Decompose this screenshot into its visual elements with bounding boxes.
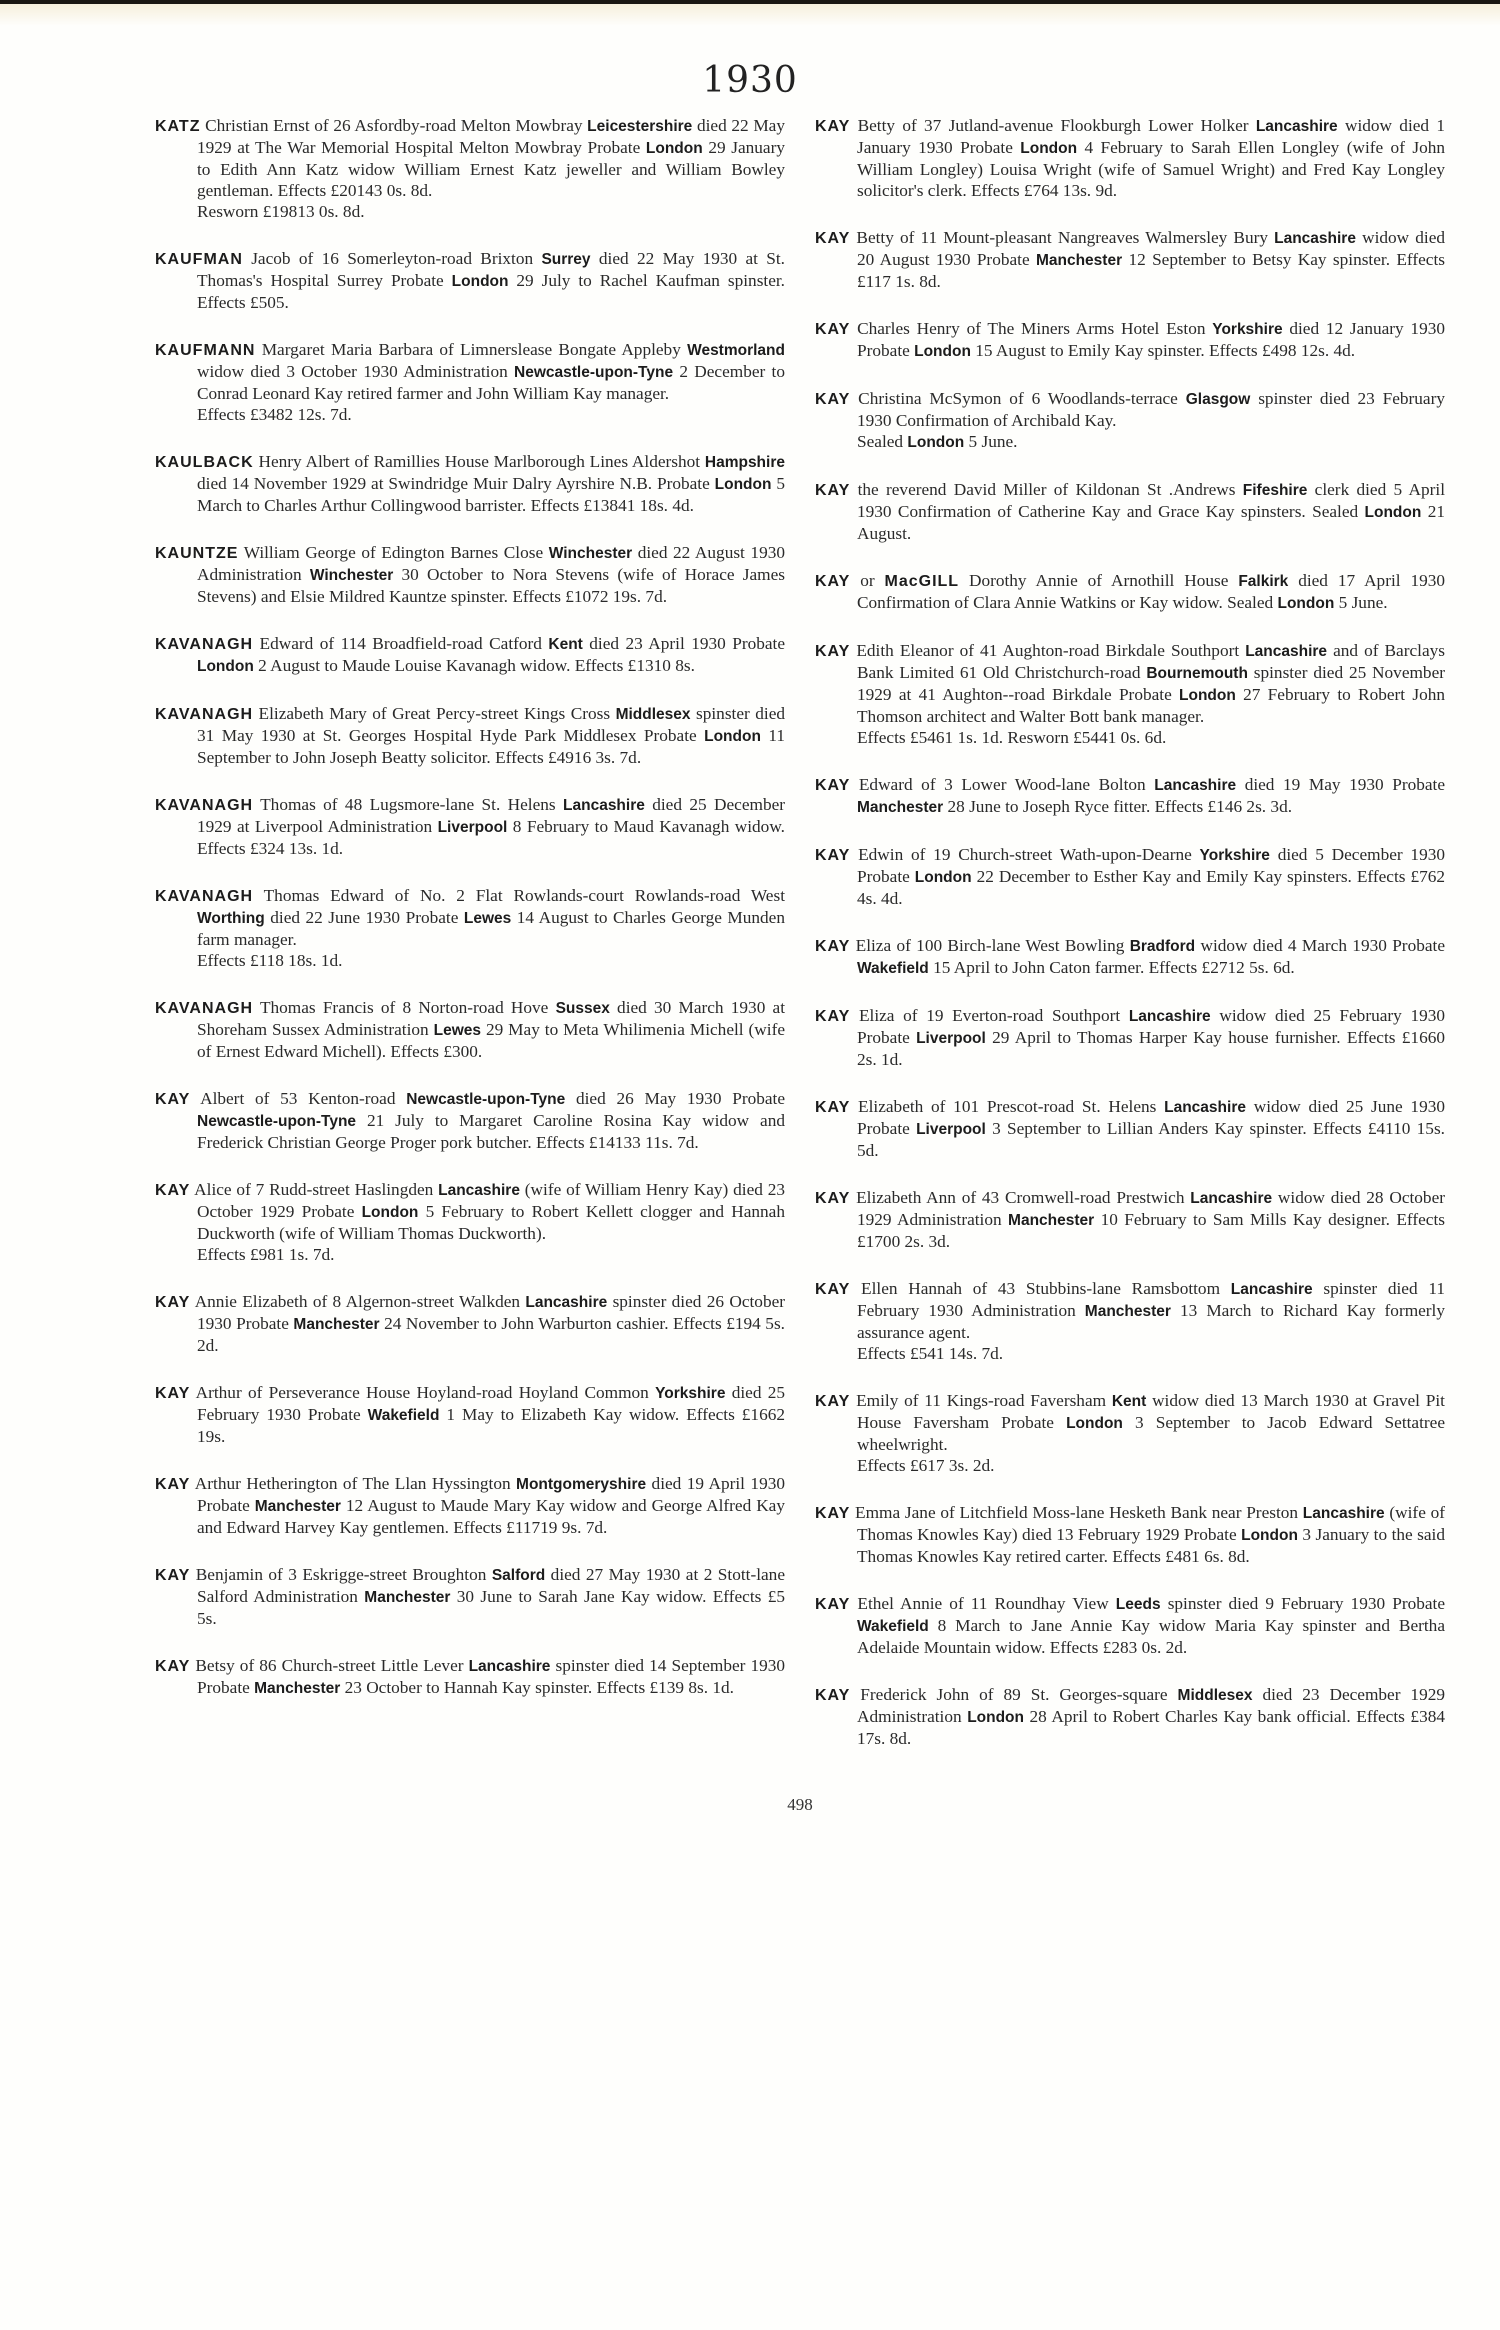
probate-entry [155, 115, 785, 222]
entry-surname: KAY [155, 1567, 191, 1584]
entry-place: Winchester [548, 545, 633, 562]
entry-place: London [361, 1204, 419, 1221]
entry-surname: KAY [815, 482, 851, 499]
entry-text: Betty of 11 Mount-pleasant Nangreaves Walmersley Bury [850, 228, 1275, 247]
entry-text: Dorothy Annie of Arnothill House [959, 571, 1239, 590]
entry-surname: KAY [815, 1687, 851, 1704]
entry-text: 3 September to Jacob Edward Settatree wheelwright. [857, 1413, 1446, 1454]
entry-text: 23 October to Hannah Kay spinster. Effects £139 8s. 1d. [340, 1678, 734, 1697]
entry-place: Lancashire [1164, 1099, 1246, 1116]
columns [155, 115, 1445, 1775]
entry-place: London [714, 476, 772, 493]
entry-text: 11 September to John Joseph Beatty solicitor. Effects £4916 3s. 7d. [197, 726, 785, 767]
entry-surname: KAVANAGH [155, 636, 254, 653]
probate-entry [155, 1291, 785, 1356]
entry-text: died 22 June 1930 Probate [264, 908, 464, 927]
entry-surname: MacGILL [884, 573, 960, 590]
left-column [155, 115, 785, 1725]
entry-text: 29 May to Meta Whilimenia Michell (wife of Ernest Edward Michell). Effects £300. [197, 1020, 785, 1061]
entry-place: Newcastle-upon-Tyne [197, 1113, 357, 1130]
entry-place: Montgomeryshire [516, 1476, 647, 1493]
entry-place: Lewes [463, 910, 512, 927]
entry-text: spinster died 23 February 1930 Confirmation of Archibald Kay. [857, 389, 1445, 430]
entry-surname: KAY [815, 1008, 851, 1025]
entry-text: died 22 August 1930 Administration [197, 543, 785, 584]
entry-place: Lancashire [1255, 118, 1338, 135]
entry-text: spinster died 9 February 1930 Probate [1160, 1594, 1445, 1613]
entry-text: Benjamin of 3 Eskrigge-street Broughton [190, 1565, 492, 1584]
entry-place: Lancashire [1302, 1505, 1385, 1522]
entry-text: 3 January to the said Thomas Knowles Kay retired carter. Effects £481 6s. 8d. [857, 1525, 1445, 1566]
entry-place: London [1241, 1527, 1298, 1544]
right-column [815, 115, 1445, 1775]
entry-text: Eliza of 19 Everton-road Southport [850, 1006, 1129, 1025]
entry-text: died 14 November 1929 at Swindridge Muir Dalry Ayrshire N.B. Probate [197, 474, 715, 493]
entry-text: died 30 March 1930 at Shoreham Sussex Administration [197, 998, 785, 1039]
entry-place: Manchester [254, 1498, 341, 1515]
entry-text: 8 February to Maud Kavanagh widow. Effects £324 13s. 1d. [197, 817, 786, 858]
entry-place: Lancashire [1245, 643, 1328, 660]
entry-place: London [914, 869, 972, 886]
entry-place: Manchester [254, 1680, 341, 1697]
entry-text: 5 March to Charles Arthur Collingwood barrister. Effects £13841 18s. 4d. [197, 474, 785, 515]
entry-text: 27 February to Robert John Thomson architect and Walter Bott bank manager. [857, 685, 1445, 726]
entry-surname: KAY [815, 777, 851, 794]
entry-text: Edith Eleanor of 41 Aughton-road Birkdale Southport [850, 641, 1246, 660]
entry-text: spinster died 31 May 1930 at St. Georges Hospital Hyde Park Middlesex Probate [197, 704, 786, 745]
entry-place: Middlesex [1177, 1687, 1253, 1704]
entry-text: widow died 20 August 1930 Probate [857, 228, 1445, 269]
entry-text: Edward of 3 Lower Wood-lane Bolton [850, 775, 1155, 794]
entry-text: died 12 January 1930 Probate [857, 319, 1445, 360]
entry-text: died 23 December 1929 Administration [857, 1685, 1445, 1726]
entry-place: Middlesex [615, 706, 691, 723]
entry-place: London [1179, 687, 1236, 704]
entry-text: widow died 25 June 1930 Probate [857, 1097, 1445, 1138]
probate-entry [815, 1684, 1445, 1749]
entry-place: Manchester [1008, 1212, 1095, 1229]
entry-place: Newcastle-upon-Tyne [406, 1091, 566, 1108]
entry-surname: KAUFMAN [155, 251, 243, 268]
entry-text: Christian Ernst of 26 Asfordby-road Melton Mowbray [200, 116, 588, 135]
entry-text: widow died 28 October 1929 Administration [857, 1188, 1445, 1229]
entry-text: died 22 May 1929 at The War Memorial Hospital Melton Mowbray Probate [197, 116, 785, 157]
probate-entry [155, 339, 785, 425]
entry-surname: KAY [815, 1393, 851, 1410]
entry-text-newline: Effects £118 18s. 1d. [197, 951, 343, 970]
entry-surname: KAUFMANN [155, 342, 256, 359]
entry-text: 21 August. [857, 502, 1445, 543]
probate-entry [155, 633, 785, 677]
entry-place: Westmorland [687, 342, 785, 359]
entry-place: Fifeshire [1242, 482, 1308, 499]
probate-entry [815, 935, 1445, 979]
entry-text: died 5 December 1930 Probate [857, 845, 1445, 886]
entry-text: Thomas of 48 Lugsmore-lane St. Helens [253, 795, 564, 814]
entry-text: 30 June to Sarah Jane Kay widow. Effects £5 5s. [197, 1587, 785, 1628]
entry-place: Liverpool [916, 1121, 986, 1138]
entry-text: died 19 April 1930 Probate [197, 1474, 785, 1515]
probate-entry [155, 1088, 785, 1153]
probate-entry [815, 1593, 1445, 1658]
entry-surname: KAY [155, 1476, 191, 1493]
entry-text: 4 February to Sarah Ellen Longley (wife of John William Longley) Louisa Wright (wife of Samuel Wright) and Fred Kay Longley solicitor's clerk. Effects £764 13s. 9d. [857, 138, 1445, 200]
entry-surname: KAULBACK [155, 454, 254, 471]
probate-entry [155, 248, 785, 313]
entry-text: widow died 13 March 1930 at Gravel Pit House Faversham Probate [857, 1391, 1445, 1432]
probate-entry [815, 1187, 1445, 1252]
entry-text: or [850, 571, 885, 590]
entry-text-newline: Effects £617 3s. 2d. [857, 1456, 995, 1475]
entry-place: Yorkshire [655, 1385, 726, 1402]
entry-surname: KAY [815, 118, 851, 135]
entry-text: Margaret Maria Barbara of Limnerslease Bongate Appleby [255, 340, 688, 359]
entry-text-newline: Effects £5461 1s. 1d. Resworn £5441 0s. 6d. [857, 728, 1167, 747]
probate-entry [155, 1655, 785, 1699]
entry-place: Wakefield [857, 960, 929, 977]
entry-text: 29 July to Rachel Kaufman spinster. Effects £505. [197, 271, 786, 312]
entry-text: died 19 May 1930 Probate [1236, 775, 1445, 794]
entry-place: Newcastle-upon-Tyne [514, 364, 674, 381]
entry-text: 3 September to Lillian Anders Kay spinster. Effects £4110 15s. 5d. [857, 1119, 1445, 1160]
entry-surname: KAY [815, 847, 851, 864]
entry-text: 15 August to Emily Kay spinster. Effects £498 12s. 4d. [970, 341, 1356, 360]
entry-place: Lewes [433, 1022, 481, 1039]
entry-text: Albert of 53 Kenton-road [190, 1089, 407, 1108]
entry-text: died 23 April 1930 Probate [582, 634, 785, 653]
entry-text: 14 August to Charles George Munden farm manager. [197, 908, 785, 949]
entry-surname: KAY [815, 1281, 851, 1298]
entry-text: Elizabeth Mary of Great Percy-street Kings Cross [253, 704, 616, 723]
probate-entry [815, 640, 1445, 748]
entry-place: Kent [548, 636, 583, 653]
entry-text: Christina McSymon of 6 Woodlands-terrace [850, 389, 1186, 408]
page-number: 498 [787, 1795, 813, 1814]
entry-place: London [914, 343, 971, 360]
entry-place: London [645, 140, 703, 157]
entry-text-newline: Resworn £19813 0s. 8d. [197, 202, 365, 221]
entry-text: 29 January to Edith Ann Katz widow William Ernest Katz jeweller and William Bowley gentleman. Effects £20143 0s. 8d. [197, 138, 785, 200]
entry-text: Alice of 7 Rudd-street Haslingden [190, 1180, 439, 1199]
entry-place: Manchester [1035, 252, 1123, 269]
entry-place: London [197, 658, 254, 675]
entry-text: (wife of William Henry Kay) died 23 October 1929 Probate [197, 1180, 785, 1221]
entry-text: Arthur Hetherington of The Llan Hyssington [190, 1474, 517, 1493]
probate-entry [155, 885, 785, 971]
entry-place: Manchester [293, 1316, 380, 1333]
entry-text: died 22 May 1930 at St. Thomas's Hospital Surrey Probate [197, 249, 785, 290]
entry-place: Kent [1111, 1393, 1147, 1410]
entry-place: Worthing [197, 910, 265, 927]
probate-entry [815, 1390, 1445, 1476]
entry-place: Leeds [1115, 1596, 1161, 1613]
probate-entry [815, 1096, 1445, 1161]
entry-place: Yorkshire [1212, 321, 1283, 338]
entry-text: died 25 December 1929 at Liverpool Administration [197, 795, 786, 836]
entry-text: died 25 February 1930 Probate [197, 1383, 785, 1424]
entry-text: 22 December to Esther Kay and Emily Kay spinsters. Effects £762 4s. 4d. [857, 867, 1446, 908]
entry-surname: KAVANAGH [155, 888, 254, 905]
probate-entry [155, 1473, 785, 1538]
entry-place: Lancashire [1128, 1008, 1211, 1025]
entry-text-newline: Effects £541 14s. 7d. [857, 1344, 1004, 1363]
entry-text: spinster died 25 November 1929 at 41 Aughton--road Birkdale Probate [857, 663, 1445, 704]
entry-place: London [1364, 504, 1422, 521]
entry-place: Sussex [555, 1000, 610, 1017]
probate-entry [155, 542, 785, 607]
entry-surname: KAY [815, 643, 851, 660]
entry-place: Glasgow [1185, 391, 1251, 408]
entry-surname: KAY [155, 1294, 191, 1311]
entry-text: died 17 April 1930 Confirmation of Clara Annie Watkins or Kay widow. Sealed [857, 571, 1446, 612]
entry-surname: KAVANAGH [155, 797, 254, 814]
entry-text: 2 August to Maude Louise Kavanagh widow. Effects £1310 8s. [253, 656, 695, 675]
probate-entry [155, 997, 785, 1062]
entry-text: 8 March to Jane Annie Kay widow Maria Kay spinster and Bertha Adelaide Mountain widow. Effects £283 0s. 2d. [857, 1616, 1445, 1657]
entry-place: London [1277, 595, 1335, 612]
entry-place: Salford [491, 1567, 546, 1584]
entry-place: Winchester [309, 567, 394, 584]
entry-text: Betsy of 86 Church-street Little Lever [190, 1656, 469, 1675]
entry-text: spinster died 26 October 1930 Probate [197, 1292, 786, 1333]
entry-text-newline: Effects £3482 12s. 7d. [197, 405, 352, 424]
entry-text: Henry Albert of Ramillies House Marlborough Lines Aldershot [253, 452, 705, 471]
entry-text: 30 October to Nora Stevens (wife of Horace James Stevens) and Elsie Mildred Kauntze spinster. Effects £1072 19s. 7d. [197, 565, 785, 606]
entry-place: London [451, 273, 509, 290]
entry-surname: KAY [155, 1385, 191, 1402]
entry-text: 28 April to Robert Charles Kay bank official. Effects £384 17s. 8d. [857, 1707, 1445, 1748]
entry-text: Ellen Hannah of 43 Stubbins-lane Ramsbottom [850, 1279, 1231, 1298]
entry-text: widow died 3 October 1930 Administration [197, 362, 515, 381]
probate-entry [155, 1179, 785, 1265]
entry-text: Emily of 11 Kings-road Faversham [850, 1391, 1112, 1410]
probate-entry [815, 570, 1445, 614]
entry-text: 28 June to Joseph Ryce fitter. Effects £146 2s. 3d. [943, 797, 1293, 816]
entry-surname: KAY [815, 573, 851, 590]
entry-text: Jacob of 16 Somerleyton-road Brixton [242, 249, 542, 268]
entry-text: clerk died 5 April 1930 Confirmation of Catherine Kay and Grace Kay spinsters. Sealed [857, 480, 1445, 521]
entry-text: spinster died 14 September 1930 Probate [197, 1656, 786, 1697]
entry-place: Wakefield [857, 1618, 929, 1635]
entry-text: 24 November to John Warburton cashier. Effects £194 5s. 2d. [197, 1314, 785, 1355]
entry-surname: KAY [815, 1596, 851, 1613]
entry-place: Lancashire [468, 1658, 551, 1675]
entry-text: Annie Elizabeth of 8 Algernon-street Walkden [190, 1292, 526, 1311]
entry-text: 12 August to Maude Mary Kay widow and George Alfred Kay and Edward Harvey Kay gentlemen. Effects £11719 9s. 7d. [197, 1496, 785, 1537]
entry-surname: KAY [815, 321, 851, 338]
entry-place: Lancashire [1230, 1281, 1313, 1298]
entry-surname: KAY [155, 1091, 191, 1108]
entry-place: London [967, 1709, 1024, 1726]
entry-text: Emma Jane of Litchfield Moss-lane Hesketh Bank near Preston [850, 1503, 1303, 1522]
entry-surname: KAY [815, 938, 851, 955]
page-body [155, 115, 1445, 1815]
entry-place: Lancashire [438, 1182, 520, 1199]
entry-text: 13 March to Richard Kay formerly assurance agent. [857, 1301, 1446, 1342]
entry-place: Wakefield [367, 1407, 440, 1424]
entry-place: London [907, 434, 965, 451]
probate-entry [815, 844, 1445, 909]
entry-text: 12 September to Betsy Kay spinster. Effects £117 1s. 8d. [857, 250, 1445, 291]
probate-entry [815, 1502, 1445, 1567]
entry-text: 5 February to Robert Kellett clogger and Hannah Duckworth (wife of William Thomas Duckworth). [197, 1202, 785, 1243]
entry-text: widow died 25 February 1930 Probate [857, 1006, 1446, 1047]
entry-text: 29 April to Thomas Harper Kay house furnisher. Effects £1660 2s. 1d. [857, 1028, 1445, 1069]
entry-place: Hampshire [704, 454, 785, 471]
entry-text: 5 June. [964, 432, 1018, 451]
entry-text: Charles Henry of The Miners Arms Hotel Eston [850, 319, 1213, 338]
entry-text: Thomas Francis of 8 Norton-road Hove [253, 998, 556, 1017]
entry-place: Falkirk [1238, 573, 1289, 590]
page-top-shade [0, 4, 1500, 26]
probate-entry [815, 115, 1445, 201]
entry-place: Bradford [1129, 938, 1196, 955]
entry-text: spinster died 11 February 1930 Administration [857, 1279, 1445, 1320]
entry-place: Lancashire [1154, 777, 1237, 794]
entry-text: Edwin of 19 Church-street Wath-upon-Dearne [850, 845, 1200, 864]
entry-text: died 26 May 1930 Probate [565, 1089, 785, 1108]
entry-place: Lancashire [1190, 1190, 1273, 1207]
entry-surname: KAVANAGH [155, 706, 254, 723]
entry-text: 15 April to John Caton farmer. Effects £2712 5s. 6d. [928, 958, 1295, 977]
entry-place: London [1066, 1415, 1123, 1432]
entry-place: Lancashire [563, 797, 645, 814]
entry-text-newline: Effects £981 1s. 7d. [197, 1245, 335, 1264]
entry-text: 10 February to Sam Mills Kay designer. Effects £1700 2s. 3d. [857, 1210, 1445, 1251]
entry-surname: KAY [815, 1099, 851, 1116]
probate-entry [815, 479, 1445, 544]
probate-entry [155, 1382, 785, 1447]
page-footer [155, 1795, 1445, 1815]
probate-entry [815, 1278, 1445, 1364]
entry-place: Bournemouth [1146, 665, 1248, 682]
entry-text: Eliza of 100 Birch-lane West Bowling [850, 936, 1130, 955]
entry-text: and of Barclays Bank Limited 61 Old Christchurch-road [857, 641, 1445, 682]
entry-place: Lancashire [525, 1294, 608, 1311]
entry-surname: KAY [155, 1658, 191, 1675]
page-year-heading: 1930 [702, 60, 798, 101]
entry-place: Lancashire [1274, 230, 1356, 247]
entry-text: Thomas Edward of No. 2 Flat Rowlands-court Rowlands-road West [253, 886, 785, 905]
entry-text: Elizabeth of 101 Prescot-road St. Helens [850, 1097, 1165, 1116]
entry-text: widow died 1 January 1930 Probate [857, 116, 1445, 157]
probate-entry [815, 774, 1445, 818]
entry-place: London [704, 728, 761, 745]
probate-entry [155, 451, 785, 516]
entry-place: Leicestershire [587, 118, 693, 135]
entry-surname: KAY [815, 1505, 851, 1522]
entry-place: Surrey [541, 251, 591, 268]
probate-entry [155, 1564, 785, 1629]
entry-surname: KAY [815, 391, 851, 408]
entry-surname: KAY [815, 230, 851, 247]
probate-entry [815, 388, 1445, 453]
entry-place: Manchester [364, 1589, 451, 1606]
entry-text: 21 July to Margaret Caroline Rosina Kay widow and Frederick Christian George Proger pork butcher. Effects £14133 11s. 7d. [197, 1111, 785, 1152]
entry-surname: KATZ [155, 118, 201, 135]
entry-text: Arthur of Perseverance House Hoyland-road Hoyland Common [190, 1383, 656, 1402]
probate-entry [815, 227, 1445, 292]
entry-place: Yorkshire [1199, 847, 1270, 864]
entry-surname: KAY [815, 1190, 851, 1207]
entry-text: 1 May to Elizabeth Kay widow. Effects £1662 19s. [197, 1405, 785, 1446]
entry-text: Ethel Annie of 11 Roundhay View [850, 1594, 1116, 1613]
entry-text: Elizabeth Ann of 43 Cromwell-road Prestwich [850, 1188, 1191, 1207]
entry-place: Manchester [1084, 1303, 1171, 1320]
entry-text: the reverend David Miller of Kildonan St .Andrews [850, 480, 1243, 499]
entry-text: 5 June. [1334, 593, 1388, 612]
entry-text: (wife of Thomas Knowles Kay) died 13 February 1929 Probate [857, 1503, 1446, 1544]
entry-text: 2 December to Conrad Leonard Kay retired farmer and John William Kay manager. [197, 362, 786, 403]
entry-place: Liverpool [437, 819, 508, 836]
probate-entry [815, 1005, 1445, 1070]
probate-entry [155, 703, 785, 768]
entry-text: Betty of 37 Jutland-avenue Flookburgh Lower Holker [850, 116, 1256, 135]
entry-place: Manchester [857, 799, 944, 816]
entry-place: Liverpool [916, 1030, 986, 1047]
probate-entry [815, 318, 1445, 362]
entry-text: William George of Edington Barnes Close [238, 543, 549, 562]
probate-entry [155, 794, 785, 859]
entry-text: died 27 May 1930 at 2 Stott-lane Salford Administration [197, 1565, 785, 1606]
entry-surname: KAY [155, 1182, 191, 1199]
entry-text: Frederick John of 89 St. Georges-square [850, 1685, 1178, 1704]
entry-surname: KAUNTZE [155, 545, 239, 562]
entry-text: Edward of 114 Broadfield-road Catford [253, 634, 549, 653]
entry-text-newline: Sealed [857, 432, 908, 451]
entry-place: London [1020, 140, 1078, 157]
entry-text: widow died 4 March 1930 Probate [1195, 936, 1445, 955]
entry-surname: KAVANAGH [155, 1000, 254, 1017]
